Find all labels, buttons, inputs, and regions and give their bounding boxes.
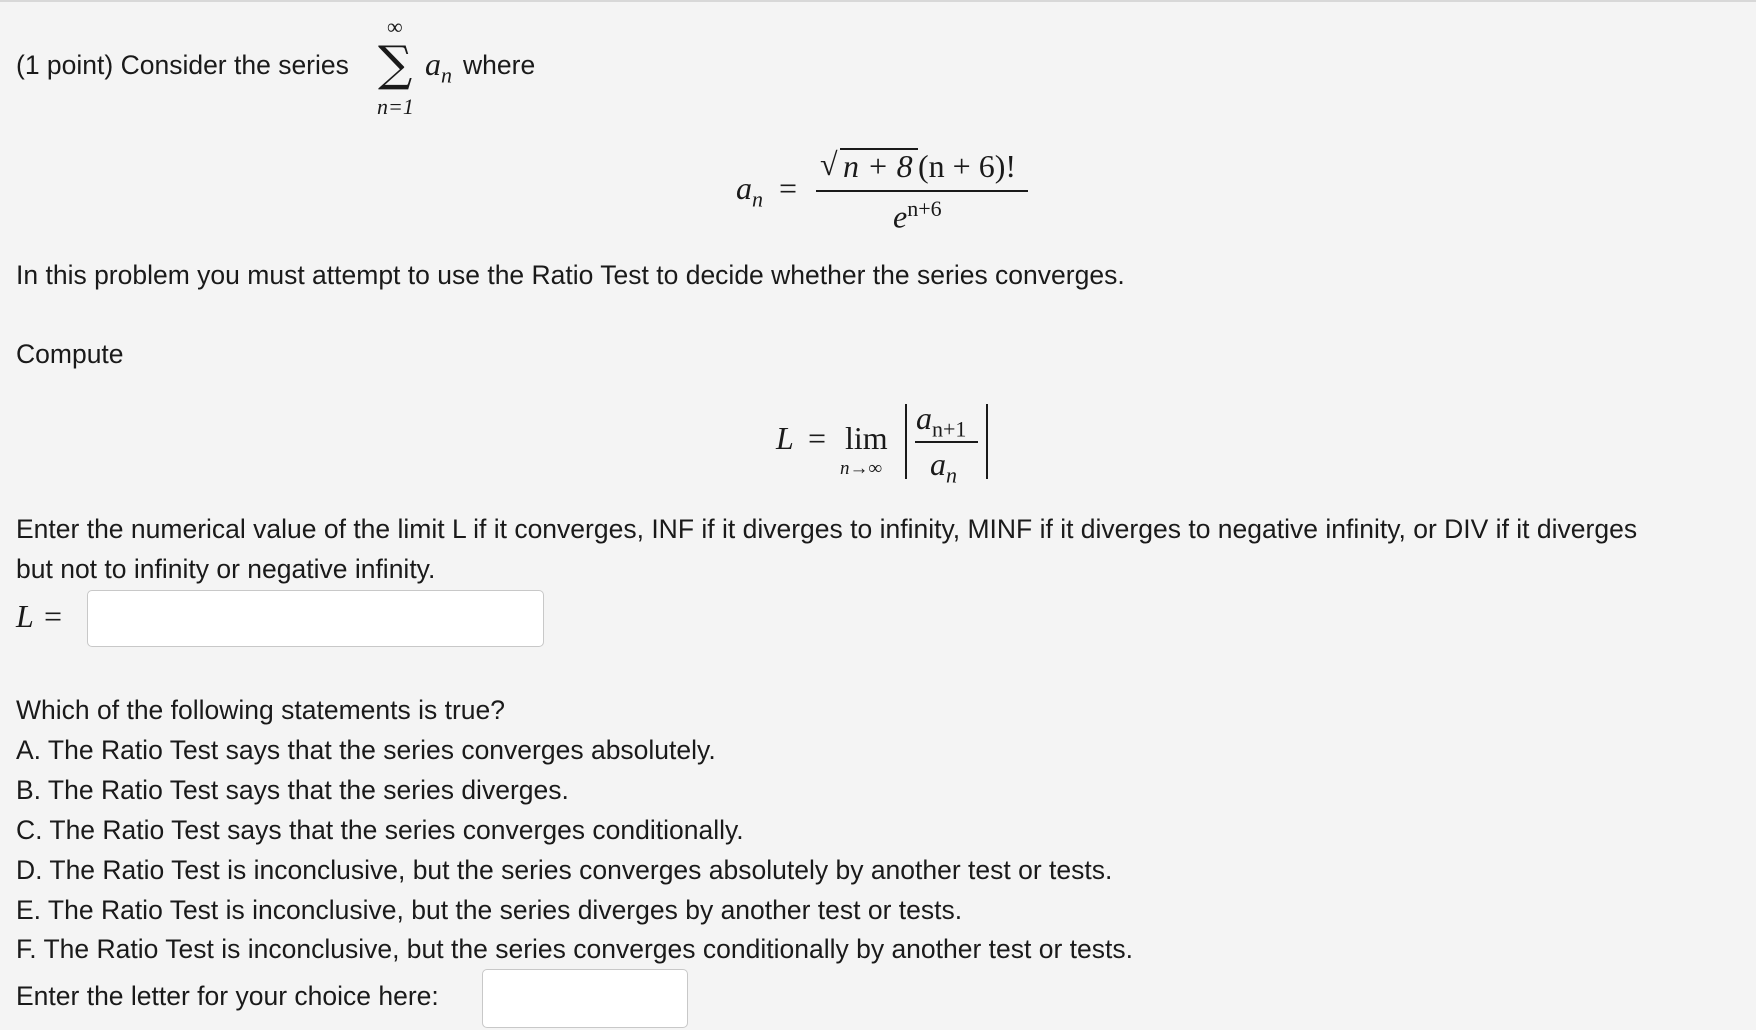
limit-denominator-base: a (930, 446, 946, 482)
definition-lhs-base: a (736, 170, 752, 206)
option-b: B. The Ratio Test says that the series diverges. (16, 775, 569, 805)
sum-upper-limit: ∞ (387, 14, 403, 39)
limit-subscript: n→∞ (840, 458, 883, 479)
limit-lim: lim (845, 420, 888, 456)
option-f: F. The Ratio Test is inconclusive, but the series converges conditionally by another test or tests. (16, 934, 1134, 964)
choice-label: Enter the letter for your choice here: (16, 981, 439, 1011)
limit-equals: = (808, 420, 827, 456)
intro-suffix: where (463, 50, 536, 80)
abs-right-bar (986, 404, 988, 479)
definition-lhs-sub: n (752, 186, 763, 212)
intro-prefix: (1 point) Consider the series (16, 50, 349, 80)
limit-numerator-sub: n+1 (932, 416, 967, 442)
abs-left-bar (905, 404, 907, 479)
limit-numerator (916, 400, 966, 442)
series-term-base: a (425, 46, 441, 82)
denominator-exponent: n+6 (907, 196, 942, 221)
limit-answer-input[interactable] (87, 590, 544, 647)
definition-denominator (893, 196, 942, 236)
series-term (425, 46, 452, 88)
compute-label: Compute (16, 339, 124, 369)
definition-numerator-rest: (n + 6)! (918, 148, 1017, 184)
question-text: Which of the following statements is true? (16, 695, 506, 725)
instruction-text: In this problem you must attempt to use the Ratio Test to decide whether the series converges. (16, 260, 1125, 290)
option-d: D. The Ratio Test is inconclusive, but the series converges absolutely by another test or tests. (16, 855, 1113, 885)
choice-answer-input[interactable] (482, 969, 688, 1028)
summation-symbol: ∑ (378, 36, 413, 92)
sum-lower-limit: n=1 (377, 94, 414, 119)
definition-sqrt-content: n + 8 (843, 148, 913, 184)
definition-lhs (736, 170, 763, 212)
answer1-label-var: L (16, 598, 34, 634)
option-a: A. The Ratio Test says that the series converges absolutely. (16, 735, 716, 765)
top-divider (0, 0, 1756, 2)
option-e: E. The Ratio Test is inconclusive, but the series diverges by another test or tests. (16, 895, 963, 925)
option-c: C. The Ratio Test says that the series converges conditionally. (16, 815, 744, 845)
definition-sqrt-sign: √ (820, 146, 838, 182)
definition-fraction-bar (816, 190, 1028, 192)
limit-denominator (930, 446, 957, 488)
limit-fraction-bar (915, 441, 978, 443)
answer1-label-eq: = (44, 598, 63, 634)
series-term-sub: n (441, 62, 452, 88)
limit-denominator-sub: n (946, 462, 957, 488)
enter-instruction-line1: Enter the numerical value of the limit L if it converges, INF if it diverges to infinity, MINF if it diverges to negative infinity, or DIV if it diverges (16, 514, 1638, 544)
limit-lhs: L (776, 420, 794, 456)
denominator-base: e (893, 198, 908, 235)
enter-instruction-line2: but not to infinity or negative infinity. (16, 554, 436, 584)
definition-equals: = (779, 170, 798, 206)
limit-numerator-base: a (916, 400, 932, 436)
